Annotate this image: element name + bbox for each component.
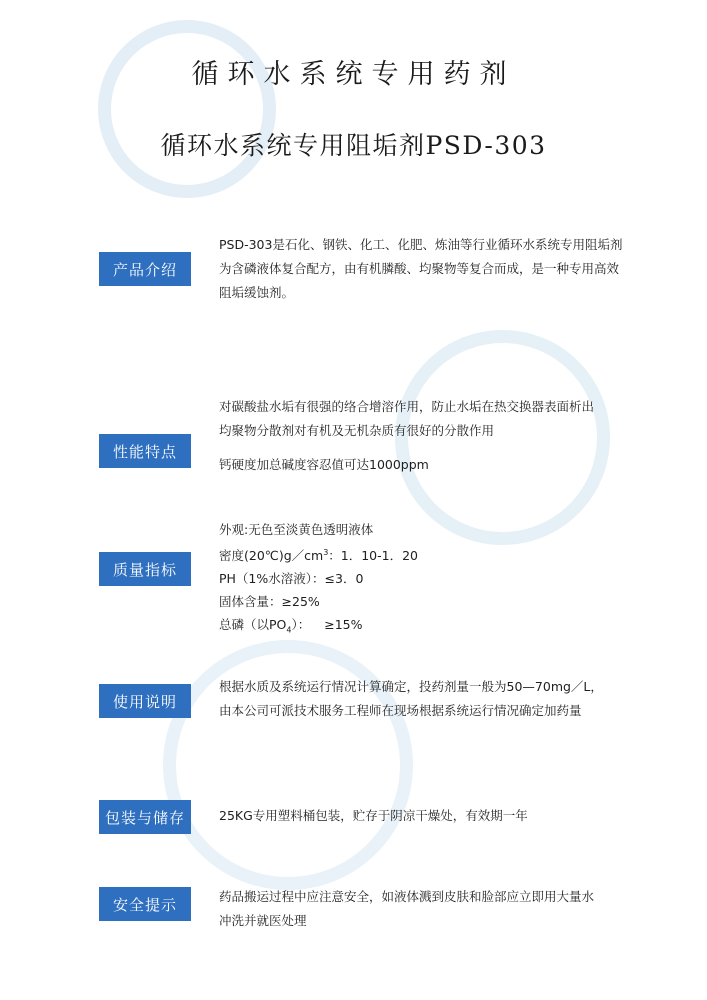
quality-ph-value: ≤3．0 xyxy=(324,571,364,587)
section-tag-usage: 使用说明 xyxy=(99,684,191,718)
quality-solid-label: 固体含量： xyxy=(219,594,282,610)
quality-solid xyxy=(219,590,659,613)
section-body-quality xyxy=(219,518,659,642)
quality-phos-value: ≥15% xyxy=(324,617,363,633)
text-line: 为含磷液体复合配方，由有机膦酸、均聚物等复合而成，是一种专用高效 xyxy=(219,261,620,276)
text-line: 对碳酸盐水垢有很强的络合增溶作用，防止水垢在热交换器表面析出 xyxy=(219,399,595,414)
text-line: 药品搬运过程中应注意安全，如液体溅到皮肤和脸部应立即用大量水 xyxy=(219,889,595,904)
quality-solid-value: ≥25% xyxy=(281,594,320,610)
section-tag-safety: 安全提示 xyxy=(99,887,191,921)
text-line: 钙硬度加总碱度容忍值可达1000ppm xyxy=(219,457,429,472)
quality-ph-label: PH（1%水溶液）： xyxy=(219,571,325,587)
text-line: 冲洗并就医处理 xyxy=(219,913,307,928)
quality-phos-sub: 4 xyxy=(286,625,292,635)
quality-density-label: 密度(20℃)g／cm xyxy=(219,548,324,564)
quality-density-value: ：1．10-1．20 xyxy=(328,548,419,564)
text-line: 25KG专用塑料桶包装，贮存于阴凉干燥处，有效期一年 xyxy=(219,808,528,823)
text-line: 阻垢缓蚀剂。 xyxy=(219,285,295,300)
section-body-performance xyxy=(219,395,659,477)
text-line: 由本公司可派技术服务工程师在现场根据系统运行情况确定加药量 xyxy=(219,703,582,718)
section-tag-performance: 性能特点 xyxy=(99,434,191,468)
quality-ph xyxy=(219,567,659,590)
section-tag-quality: 质量指标 xyxy=(99,552,191,586)
page-title: 循环水系统专用药剂 xyxy=(191,59,516,90)
section-body-safety xyxy=(219,885,659,933)
quality-phosphorus xyxy=(219,613,659,642)
quality-density-sup: 3 xyxy=(323,548,329,557)
quality-density xyxy=(219,541,659,567)
section-body-intro xyxy=(219,233,659,305)
section-body-usage xyxy=(219,675,659,723)
section-tag-packaging: 包装与储存 xyxy=(99,800,191,834)
text-line: PSD-303是石化、钢铁、化工、化肥、炼油等行业循环水系统专用阻垢剂 xyxy=(219,237,623,252)
text-line: 根据水质及系统运行情况计算确定，投药剂量一般为50—70mg／L， xyxy=(219,679,603,694)
decorative-circle-top xyxy=(98,20,276,198)
page-subtitle: 循环水系统专用阻垢剂PSD-303 xyxy=(160,131,547,160)
section-tag-intro: 产品介绍 xyxy=(99,252,191,286)
quality-appearance: 外观:无色至淡黄色透明液体 xyxy=(219,522,374,537)
section-body-packaging xyxy=(219,804,659,828)
quality-phos-label: 总磷（以PO xyxy=(219,617,287,633)
text-line: 均聚物分散剂对有机及无机杂质有很好的分散作用 xyxy=(219,423,495,438)
quality-phos-label2: ）： xyxy=(291,617,311,633)
